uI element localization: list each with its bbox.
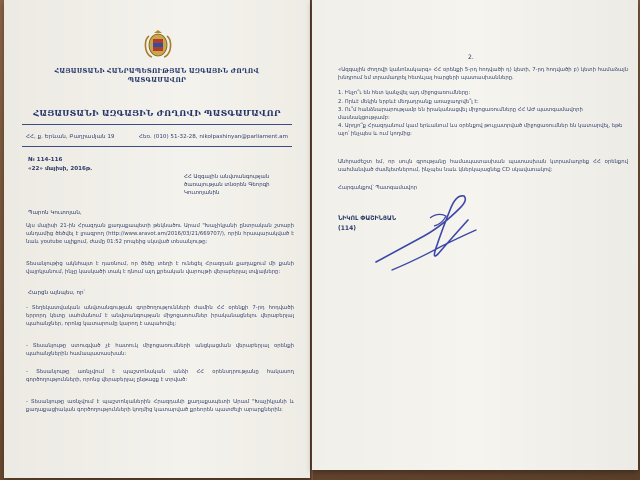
header-line-1: ՀԱՅԱՍՏԱՆԻ ՀԱՆՐԱՊԵՏՈՒԹՅԱՆ ԱԶԳԱՅԻՆ ԺՈՂՈՎ	[54, 68, 260, 75]
signer-name: ՆԻԿՈԼ ՓԱՇԻՆՅԱՆ	[338, 215, 397, 222]
body-paragraph-1: Այս մայիսի 21-ին Հրազդան քաղաքապետի թեկնածու Արամ "Խաչիկյանի ընտրական շտաբի անդամից ծեծվել է լրագրող (http://www.aravot.am/2016/03/21/669707/), որին հրապարակված է նաև youtube ալիքում, ժամը 01:52 րոպեից սկսված տեսանյութը:	[26, 223, 294, 246]
document-number: № 114-116	[28, 157, 63, 163]
closing-paragraph: Անհրաժեշտ եմ, որ սույն գրությանը համապատասխան պատասխան կտրամադրեք ՀՀ օրենքով սահմանված ժամկետներում, ինչպես նաև կներկայացնեք CD սկավառակով:	[338, 159, 628, 174]
question-3: 3. Ու՞մ հանձնարարությամբ են իրականացվել միջոցառումները ՀՀ ԱԺ պատգամավորի մասնակցությամբ:	[338, 107, 583, 122]
body-paragraph-2: Տեսանյութից ակնհայտ է դառնում, որ ծեծը տեղի է ունեցել Հրազդան քաղաքում մի քանի վայրկյանում, ինչը կասկածի տակ է դնում այդ քրեական վարույթի վերաբերյալ տվյալները:	[26, 261, 294, 276]
signature-mark	[372, 190, 482, 280]
address-right: Հեռ. (010) 51-32-28, nikolpashinyan@parliament.am	[138, 134, 288, 140]
question-4: 4. Արդյո՞ք Հրազդանում կամ երևանում ևս օրենքով թույլատրված միջոցառումներ են կատարվել, եթե այո՝ ինչպես և ում կողմից:	[338, 123, 623, 138]
question-2: 2. Որևէ մեկին երբևէ մեղադրանք առաջադրվե՞լ է:	[338, 99, 479, 105]
bullet-4: - Տեսանյութը առնչվում է պաշտոնյաներին Հրազդանի քաղաքապետի Արամ "Խաչիկյանի և քաղաքացիական գործողությունների կողմից կատարված քրեորեն պատժելի արարքներին:	[26, 399, 294, 414]
letter-page-1	[4, 0, 310, 478]
document-date: «22» մայիսի, 2016թ.	[28, 166, 93, 172]
bullet-1: - Տեղեկատվական անվտանգության գործողությունների ժամին ՀՀ օրենքի 7-րդ հոդվածի երրորդ կետը սահմանում է անվտանգության միջոցառումներ իրականացնելու վերաբերյալ պահանջներ, որոնց կատարումը կարող է ապահովել:	[26, 305, 294, 328]
recipient-block: ՀՀ Ազգային անվտանգության ծառայության տնօրեն Գեորգի Կուտոյանին	[184, 174, 270, 196]
bullet-3: - Տեսանյութը առնչվում է պաշտոնական անձի ՀՀ օրենսդրությանը հակասող գործողությունների, որոնց վերաբերյալ ընթացք է տրված:	[26, 369, 294, 384]
intro-paragraph: «Ազգային ժողովի կանոնակարգ» ՀՀ օրենքի 5-րդ հոդվածի դ) կետի, 7-րդ հոդվածի բ) կետի համաձայն խնդրում եմ տրամադրել հետևյալ հարցերի պատասխանները.	[338, 67, 628, 82]
armenian-coat-of-arms-icon	[140, 26, 176, 62]
header-title: ՀԱՅԱՍՏԱՆԻ ԱԶԳԱՅԻՆ ԺՈՂՈՎԻ ՊԱՏԳԱՄԱՎՈՐ	[33, 108, 281, 118]
header-divider-bottom	[22, 146, 292, 147]
header-line-2: ՊԱՏԳԱՄԱՎՈՐ	[127, 77, 187, 84]
request-lead: Հարցն այնպես, որ՝	[28, 290, 85, 296]
page-number: 2.	[468, 54, 474, 61]
greeting: Պարոն Կուտոյան,	[28, 210, 82, 216]
address-left: ՀՀ, ք. Երևան, Բաղրամյան 19	[26, 134, 115, 140]
question-1: 1. Ինչո՞ւ են հետ կանչվել այդ միջոցառումները:	[338, 90, 471, 96]
header-divider-top	[22, 124, 292, 125]
signer-code: (114)	[338, 225, 357, 232]
letter-page-2	[312, 0, 638, 470]
respect-line: Հարգանքով՝ Պատգամավոր	[338, 185, 418, 191]
bullet-2: - Տեսանյութը ստուգված չէ հատուկ միջոցառումների անցկացման վերաբերյալ օրենքի պահանջներին համապատասխան:	[26, 343, 294, 358]
